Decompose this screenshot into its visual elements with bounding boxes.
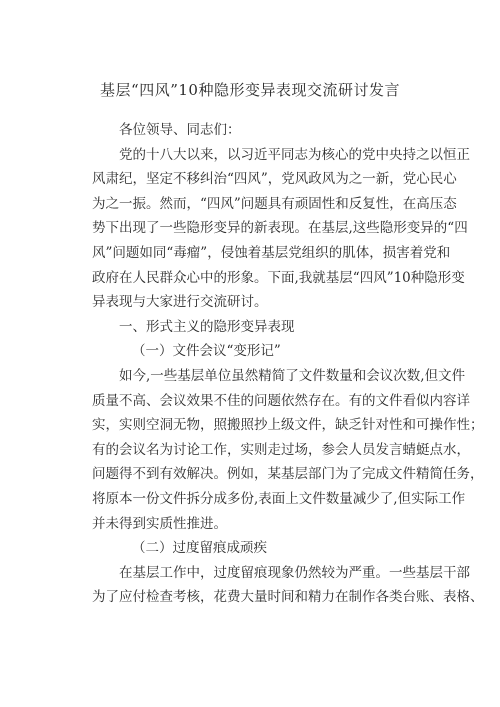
text-line: 质量不高、会议效果不佳的问题依然存在。有的文件看似内容详 [92, 392, 470, 409]
document-body [92, 118, 484, 610]
text-line: （二）过度留痕成顽疾 [132, 540, 267, 557]
text-line: 问题得不到有效解决。例如，某基层部门为了完成文件精简任务， [92, 466, 484, 483]
text-line: 在基层工作中，过度留痕现象仍然较为严重。一些基层干部 [119, 564, 470, 581]
text-line: 政府在人民群众心中的形象。下面,我就基层“四风”10种隐形变 [92, 269, 465, 286]
text-line: 党的十八大以来，以习近平同志为核心的党中央持之以恒正 [119, 146, 470, 163]
text-line: 异表现与大家进行交流研讨。 [92, 294, 268, 311]
text-line: 风”问题如同“毒瘤”，侵蚀着基层党组织的肌体，损害着党和 [92, 244, 451, 261]
text-line: 为之一振。然而，“四风”问题具有顽固性和反复性，在高压态 [92, 195, 457, 212]
text-line: 为了应付检查考核，花费大量时间和精力在制作各类台账、表格、 [92, 589, 484, 606]
text-line: 各位领导、同志们： [119, 122, 241, 138]
text-line: 有的会议名为讨论工作，实则走过场，参会人员发言蜻蜓点水， [92, 441, 470, 458]
text-line: 将原本一份文件拆分成多份,表面上文件数量减少了,但实际工作 [92, 490, 466, 507]
text-line: 实，实则空洞无物，照搬照抄上级文件，缺乏针对性和可操作性； [92, 417, 484, 434]
text-line: 并未得到实质性推进。 [92, 515, 227, 532]
document-title: 基层“四风”10种隐形变异表现交流研讨发言 [100, 81, 400, 99]
text-line: 如今,一些基层单位虽然精简了文件数量和会议次数,但文件 [119, 367, 466, 384]
text-line: 势下出现了一些隐形变异的新表现。在基层,这些隐形变异的“四 [92, 220, 468, 237]
text-line: （一）文件会议“变形记” [132, 343, 281, 360]
text-line: 一、形式主义的隐形变异表现 [119, 318, 295, 335]
text-line: 风肃纪，坚定不移纠治“四风”，党风政风为之一新，党心民心 [92, 171, 457, 188]
